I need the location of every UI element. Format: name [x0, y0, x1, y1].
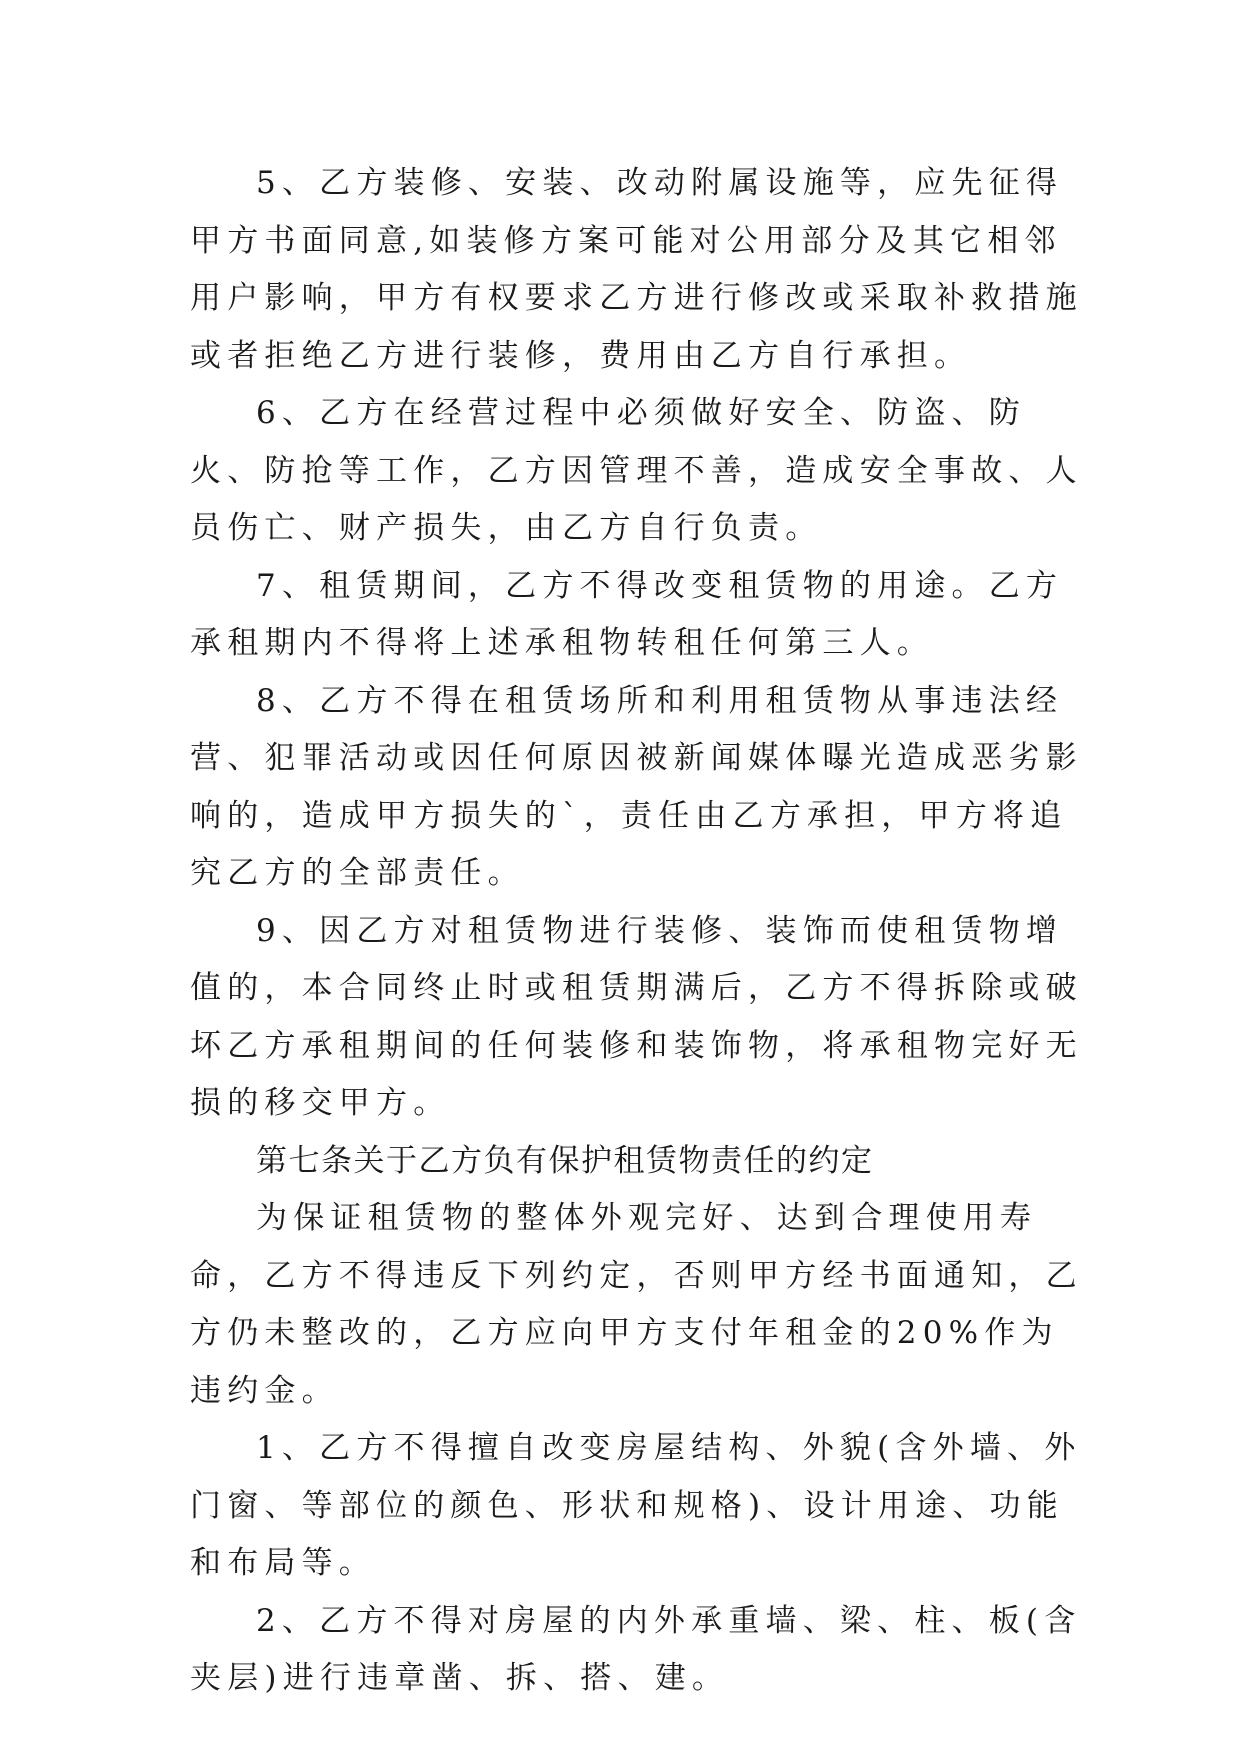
- article-7-intro: 为保证租赁物的整体外观完好、达到合理使用寿命，乙方不得违反下列约定，否则甲方经书面通知，乙方仍未整改的，乙方应向甲方支付年租金的20%作为违约金。: [190, 1200, 1083, 1409]
- article-7-heading: 第七条关于乙方负有保护租赁物责任的约定: [256, 1142, 874, 1179]
- clause-9: 9、因乙方对租赁物进行装修、装饰而使租赁物增值的，本合同终止时或租赁期满后，乙方不得拆除或破坏乙方承租期间的任何装修和装饰物，将承租物完好无损的移交甲方。: [190, 912, 1083, 1121]
- clause-6: 6、乙方在经营过程中必须做好安全、防盗、防火、防抢等工作，乙方因管理不善，造成安全事故、人员伤亡、财产损失，由乙方自行负责。: [190, 395, 1083, 546]
- document-body: [190, 155, 1090, 1708]
- clause-8: 8、乙方不得在租赁场所和利用租赁物从事违法经营、犯罪活动或因任何原因被新闻媒体曝光造成恶劣影响的，造成甲方损失的`，责任由乙方承担，甲方将追究乙方的全部责任。: [190, 682, 1083, 891]
- clause-7: 7、租赁期间，乙方不得改变租赁物的用途。乙方承租期内不得将上述承租物转租任何第三人。: [190, 567, 1064, 661]
- clause-5: 5、乙方装修、安装、改动附属设施等，应先征得甲方书面同意,如装修方案可能对公用部分及其它相邻用户影响，甲方有权要求乙方进行修改或采取补救措施或者拒绝乙方进行装修，费用由乙方自行承担。: [190, 165, 1083, 374]
- article-7-item-1: 1、乙方不得擅自改变房屋结构、外貌(含外墙、外门窗、等部位的颜色、形状和规格)、设计用途、功能和布局等。: [190, 1430, 1082, 1581]
- article-7-item-2: 2、乙方不得对房屋的内外承重墙、梁、柱、板(含夹层)进行违章凿、拆、搭、建。: [190, 1602, 1082, 1696]
